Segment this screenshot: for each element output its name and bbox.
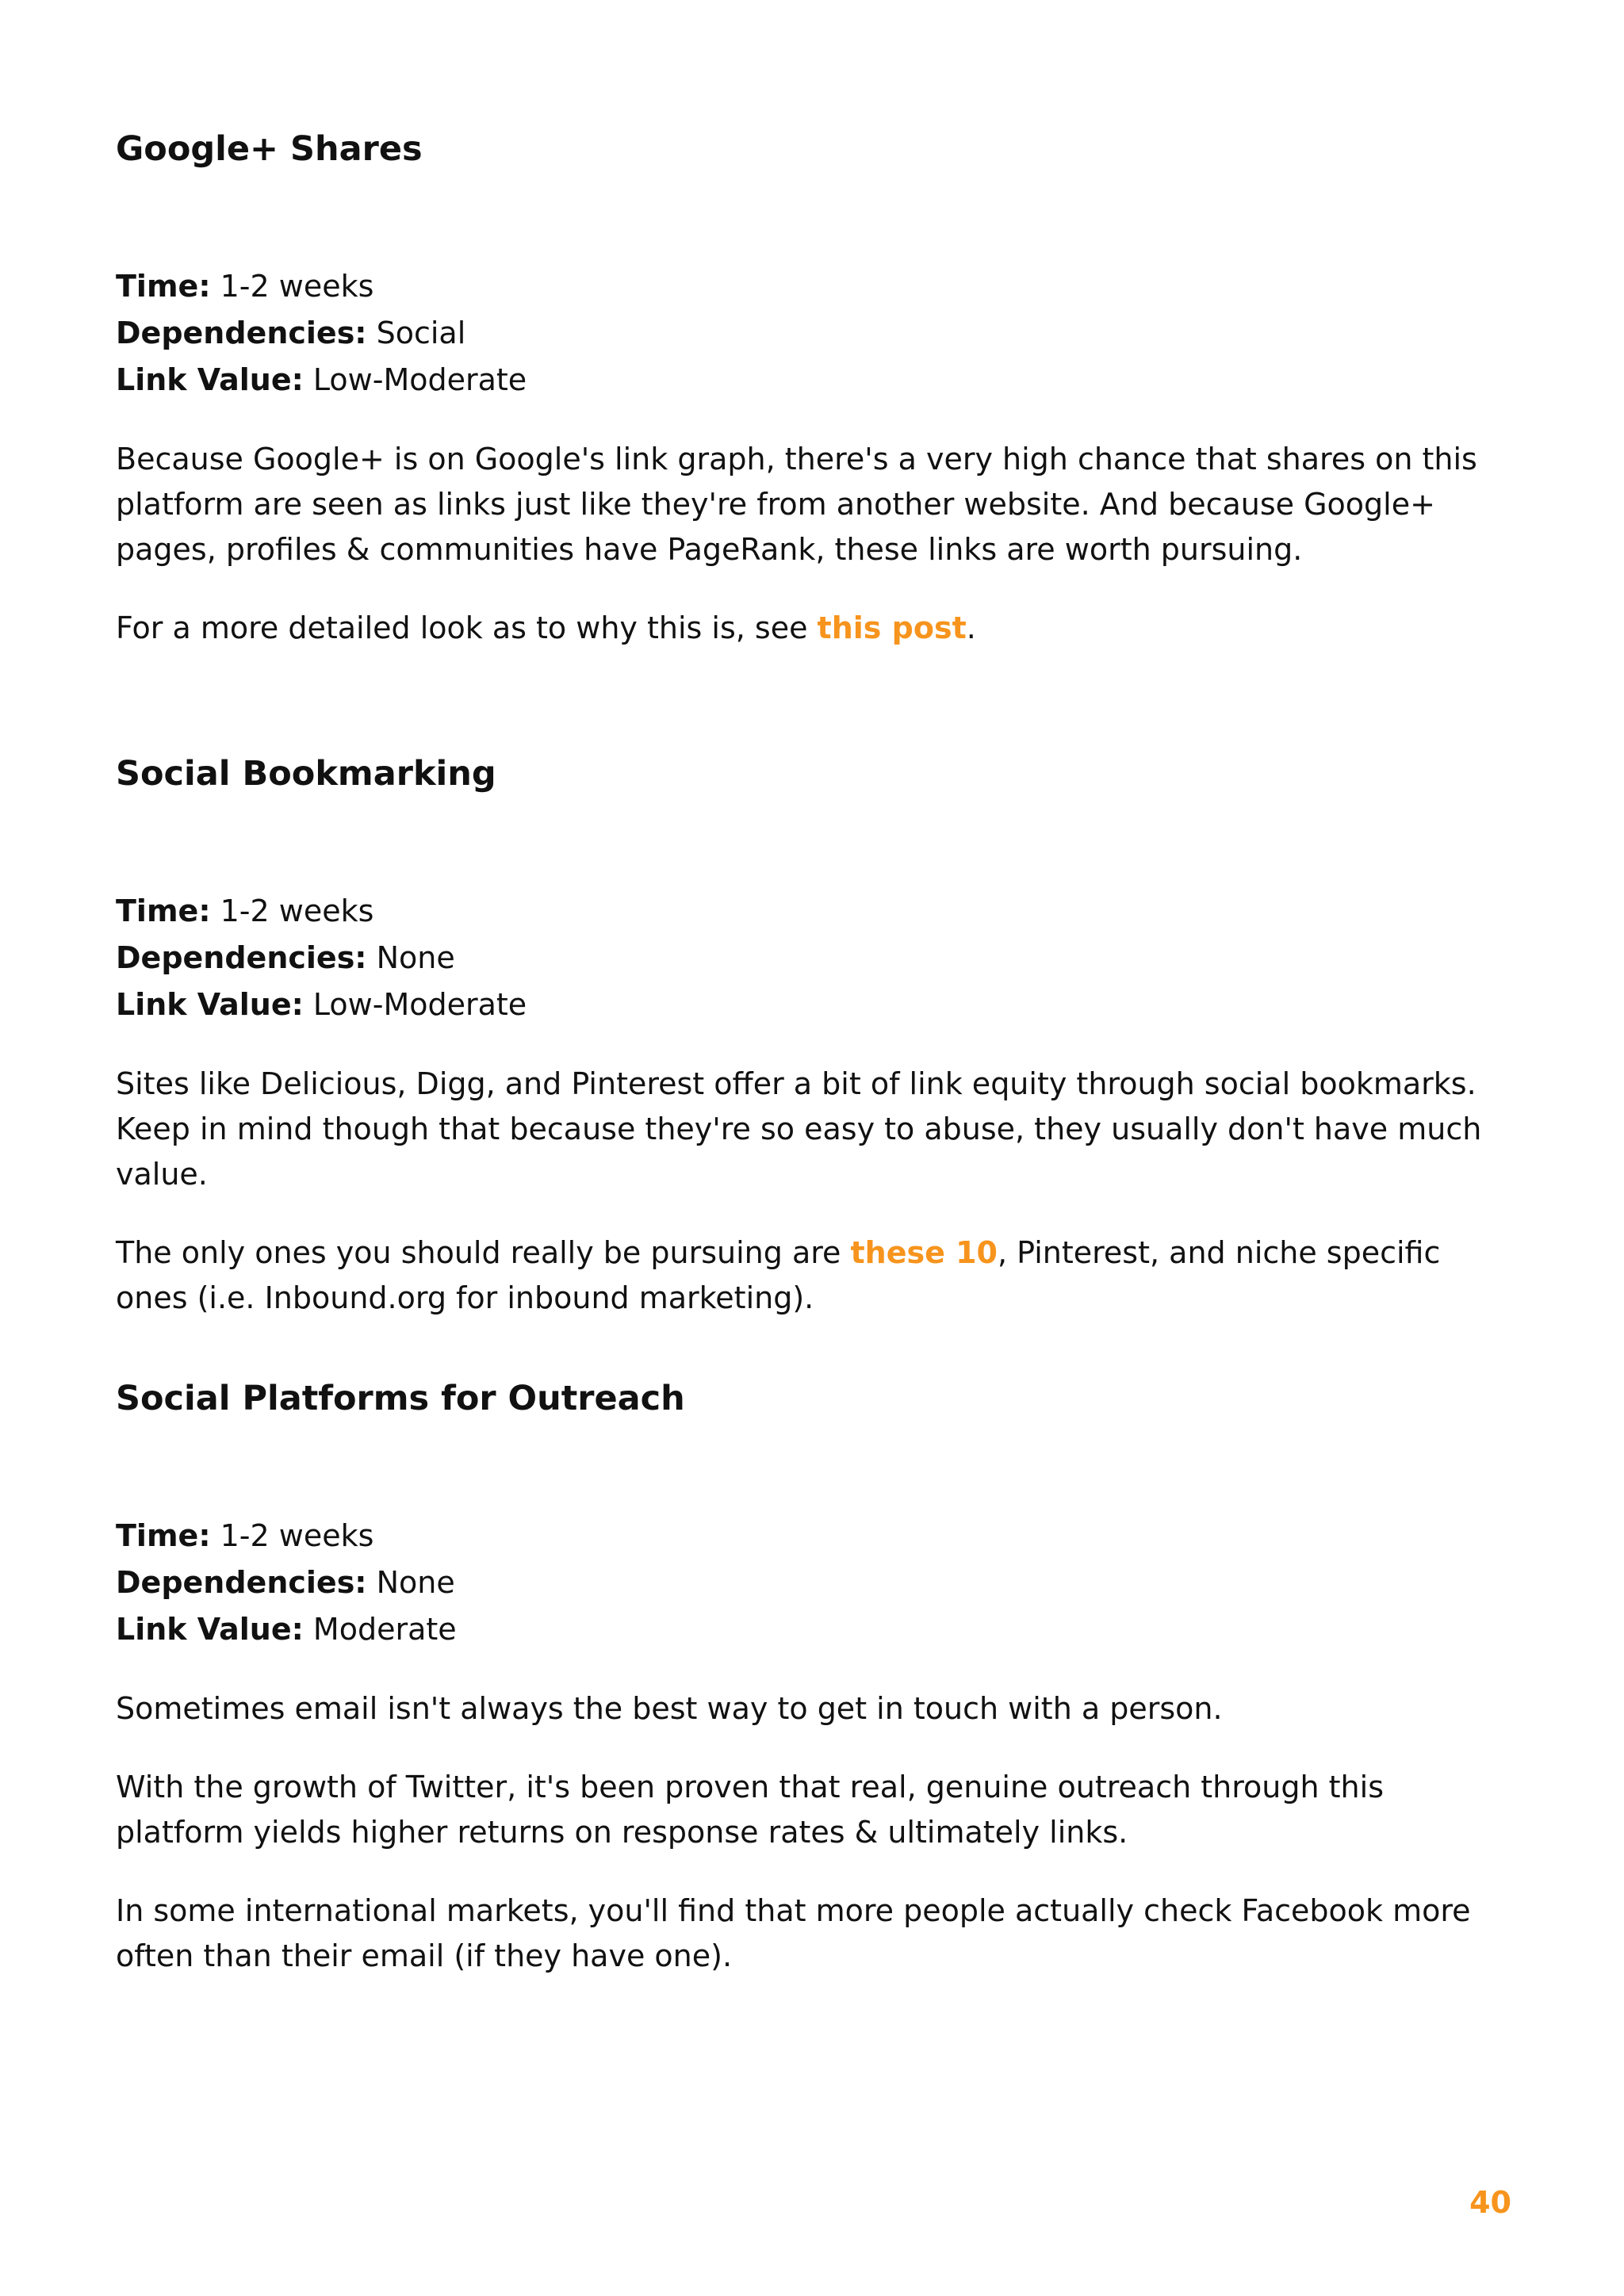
meta-time-label: Time: [116, 894, 211, 928]
paragraph-text: For a more detailed look as to why this is, see [116, 610, 818, 645]
meta-dependencies [116, 310, 1511, 357]
meta-block [116, 1513, 1511, 1653]
meta-link-value-label: Link Value: [116, 362, 304, 397]
meta-link-value [116, 982, 1511, 1028]
meta-dependencies-value: None [376, 1565, 455, 1600]
body-paragraph: Sites like Delicious, Digg, and Pinterest offer a bit of link equity through social bookmarks. Keep in mind though that because they're so easy to abuse, they usually don't have much value. [116, 1066, 1482, 1192]
meta-dependencies-label: Dependencies: [116, 316, 367, 350]
meta-time-label: Time: [116, 1518, 211, 1553]
section-google-plus-shares [116, 127, 1511, 651]
meta-dependencies-value: Social [376, 316, 466, 350]
page-number: 40 [1469, 2185, 1511, 2220]
body-paragraph: In some international markets, you'll find that more people actually check Facebook more often than their email (if they have one). [116, 1893, 1471, 1973]
meta-link-value [116, 1606, 1511, 1653]
section-heading: Social Platforms for Outreach [116, 1379, 685, 1418]
body-paragraph-with-link [116, 606, 1511, 651]
body-paragraph: Because Google+ is on Google's link graph, there's a very high chance that shares on this platform are seen as links just like they're from another website. And because Google+ pages, profiles & communities have PageRank, these links are worth pursuing. [116, 442, 1477, 567]
meta-time [116, 263, 1511, 310]
meta-time [116, 1513, 1511, 1559]
meta-dependencies-label: Dependencies: [116, 1565, 367, 1600]
section-heading: Social Bookmarking [116, 754, 496, 794]
body-paragraph-with-link [116, 1230, 1511, 1321]
section-heading: Google+ Shares [116, 129, 423, 169]
meta-link-value-label: Link Value: [116, 987, 304, 1022]
body-paragraph: With the growth of Twitter, it's been proven that real, genuine outreach through this platform yields higher returns on response rates & ultimately links. [116, 1770, 1384, 1850]
these-10-link[interactable]: these 10 [850, 1235, 998, 1270]
this-post-link[interactable]: this post [817, 610, 967, 645]
section-social-bookmarking [116, 752, 1511, 1321]
meta-block [116, 888, 1511, 1028]
meta-link-value-value: Low-Moderate [312, 362, 527, 397]
meta-dependencies-value: None [376, 940, 455, 975]
meta-block [116, 263, 1511, 404]
meta-dependencies [116, 935, 1511, 982]
meta-time-label: Time: [116, 269, 211, 304]
body-paragraph: Sometimes email isn't always the best way to get in touch with a person. [116, 1691, 1223, 1726]
meta-time-value: 1-2 weeks [220, 894, 374, 928]
meta-time-value: 1-2 weeks [220, 269, 374, 304]
meta-dependencies-label: Dependencies: [116, 940, 367, 975]
meta-link-value-value: Moderate [312, 1612, 457, 1647]
section-social-platforms-outreach [116, 1376, 1511, 1979]
paragraph-text: . [966, 610, 976, 645]
meta-time-value: 1-2 weeks [220, 1518, 374, 1553]
paragraph-text: , Pinterest, and niche specific ones (i.e. Inbound.org for inbound marketing). [116, 1235, 1441, 1315]
meta-link-value-label: Link Value: [116, 1612, 304, 1647]
meta-link-value-value: Low-Moderate [312, 987, 527, 1022]
meta-link-value [116, 357, 1511, 404]
meta-time [116, 888, 1511, 935]
paragraph-text: The only ones you should really be pursuing are [116, 1235, 851, 1270]
meta-dependencies [116, 1559, 1511, 1606]
